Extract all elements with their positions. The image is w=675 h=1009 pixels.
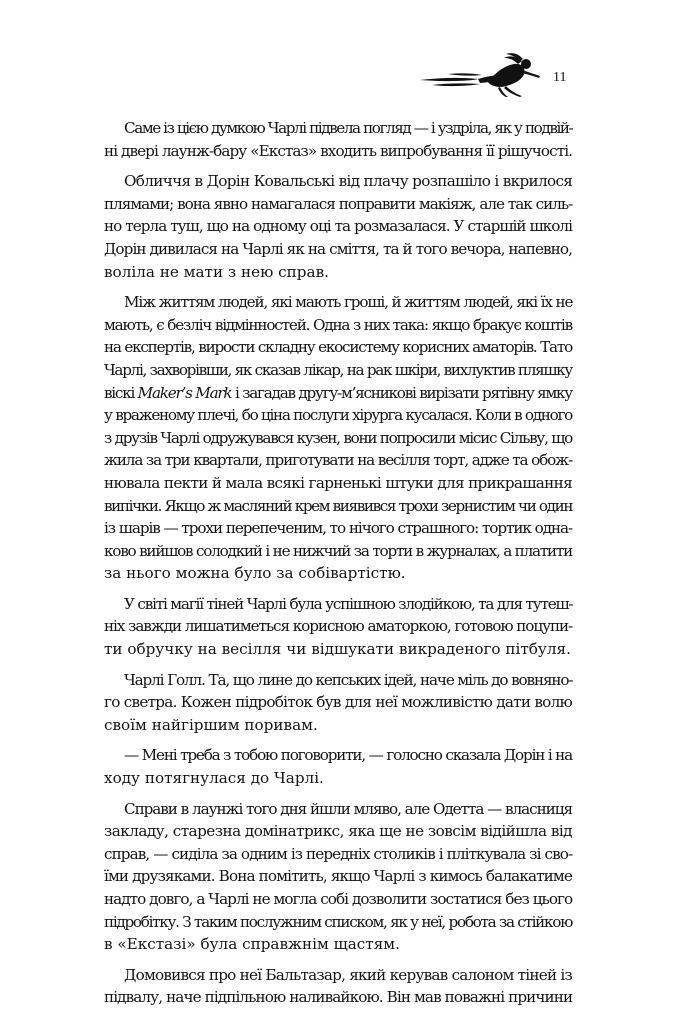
paragraph-2	[104, 170, 572, 283]
text-line: у враженому плечі, бо ціна послуги хірурга кусалася. Коли в одного	[104, 406, 573, 425]
text-line: ково вийшов солодкий і не нижчий за торти в журналах, а платити	[104, 541, 572, 560]
paragraph-5	[104, 669, 572, 737]
text-fragment: і загадав другу-м’яcникові вирізати рятівну ямку	[234, 383, 572, 402]
text-line-with-brand	[104, 382, 572, 405]
text-line: Справи в лаунжі того дня йшли мляво, але Одетта — власниця	[124, 799, 572, 818]
text-line: надто довго, а Чарлі не могла собі дозволити зостатися без цього	[104, 890, 573, 908]
text-line: Домовився про неї Бальтазар, який керував салоном тіней із	[124, 965, 572, 984]
text-line: Між життям людей, які мають гроші, й життям людей, які їх не	[124, 293, 573, 312]
text-line: за нього можна було за собівартістю.	[104, 564, 406, 583]
text-fragment: віскі	[104, 383, 135, 402]
page-number: 11	[553, 70, 567, 85]
text-line: ні двері лаунж-бару «Екстаз» входить випробування її рішучості.	[104, 141, 573, 160]
body-text	[104, 117, 572, 1009]
text-line: го светра. Кожен підробіток був для неї можливістю дати волю	[104, 693, 572, 712]
text-line: підробітку. З таким послужним списком, як у неї, робота за стійкою	[104, 912, 572, 931]
text-line: У світі магії тіней Чарлі була успішною злодійкою, та для тутеш-	[124, 594, 573, 613]
text-line: закладу, старезна домінатрикс, яка ще не зовсім відійшла від	[104, 822, 572, 841]
paragraph-7	[104, 798, 572, 956]
paragraph-8	[104, 964, 572, 1009]
text-line: із шарів — трохи перепеченим, то нічого страшного: тортик одна-	[104, 519, 573, 538]
text-line: Дорін дивилася на Чарлі як на сміття, та й того вечора, напевно,	[104, 239, 572, 258]
text-line: їми друзяками. Вона помітить, якщо Чарлі з кимось балакатиме	[104, 867, 572, 886]
text-line: ти обручку на весілля чи відшукати викраденого пітбуля.	[104, 640, 571, 659]
text-line: справ, — сиділа за одним із передніх столиків і пліткувала зі сво-	[104, 844, 573, 863]
text-line: воліла не мати з нею справ.	[104, 262, 329, 281]
text-line: ходу потягнулася до Чарлі.	[104, 769, 324, 788]
witch-on-broomstick-icon	[418, 52, 544, 98]
text-line: Саме із цією думкою Чарлі підвела погляд — і уздріла, як у подвій-	[124, 119, 573, 137]
text-line: — Мені треба з тобою поговорити, — голосно сказала Дорін і на	[124, 746, 572, 765]
text-line: Чарлі Голл. Та, що лине до кепських ідей, наче міль до вовняно-	[124, 670, 573, 689]
text-line: підвалу, наче підпільною наливайкою. Він мав поважні причини	[104, 988, 573, 1007]
text-line: Обличчя в Дорін Ковальські від плачу розпашіло і вкрилося	[124, 172, 573, 191]
text-line: з друзів Чарлі одружувався кузен, вони попросили місис Сільву, що	[104, 428, 572, 447]
text-line: нювала пекти й мала всякі гарненькі штуки для прикрашання	[104, 473, 572, 492]
paragraph-4	[104, 593, 572, 661]
paragraph-3	[104, 291, 572, 585]
text-line: мають, є безліч відмінностей. Одна з них така: якщо бракує коштів	[104, 315, 572, 334]
text-line: жила за три квартали, приготувати на весілля торт, адже та обож-	[104, 451, 572, 470]
paragraph-6	[104, 744, 572, 789]
text-line: своїм найгіршим поривам.	[104, 715, 318, 734]
text-line: на експертів, вирости складну екосистему корисних аматорів. Тато	[104, 338, 572, 357]
text-line: Чарлі, захворівши, як сказав лікар, на рак шкіри, вихлуктив пляшку	[104, 360, 572, 379]
text-line: випічки. Якщо ж масляний крем виявився трохи зернистим чи один	[104, 496, 573, 515]
text-line: плямами; вона явно намагалася поправити макіяж, але так силь-	[104, 194, 573, 213]
brand-name: Maker’s Mark	[137, 383, 232, 402]
text-line: но терла туш, що на одному оці та розмазалася. У старшій школі	[104, 217, 572, 236]
text-line: ніх завжди лишатиметься корисною аматоркою, готовою поцупи-	[104, 617, 573, 636]
paragraph-1	[104, 117, 572, 162]
text-line: в «Екстазі» була справжнім щастям.	[104, 935, 400, 954]
